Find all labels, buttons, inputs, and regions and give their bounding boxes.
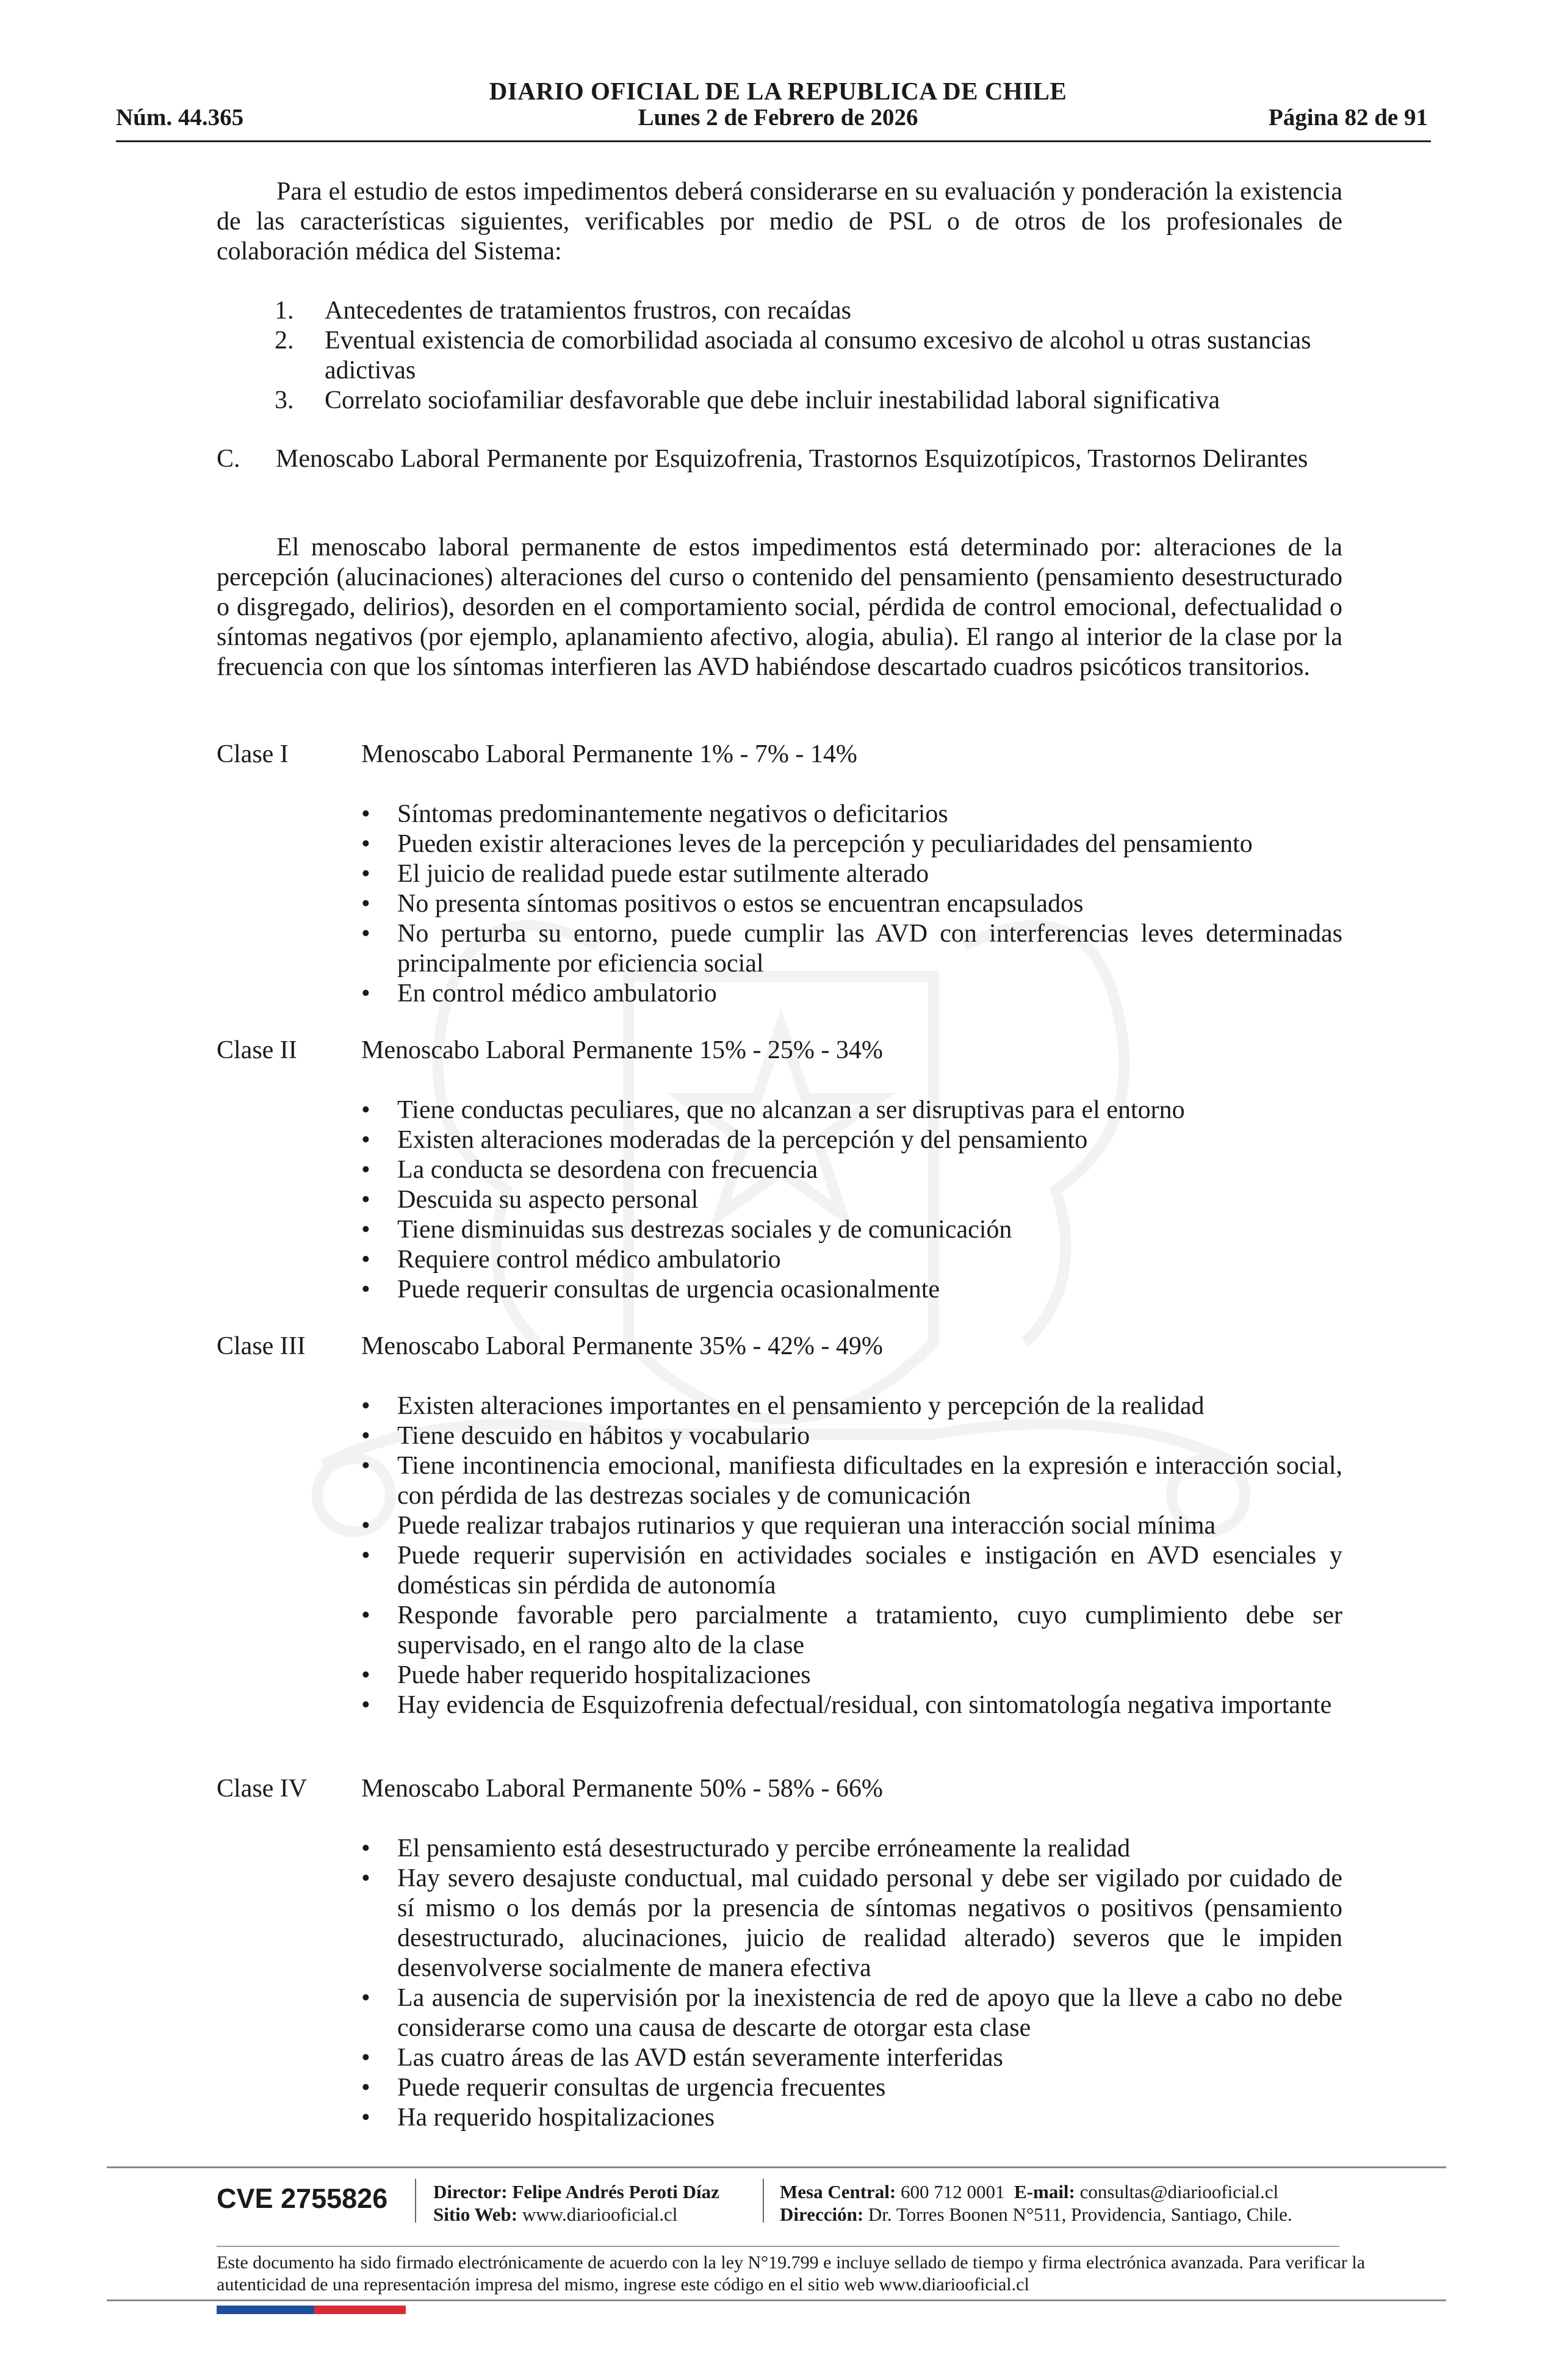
item-text: Correlato sociofamiliar desfavorable que debe incluir inestabilidad laboral significativa <box>325 386 1220 414</box>
numbered-item <box>275 326 1342 386</box>
bullet-text: Descuida su aspecto personal <box>397 1186 699 1214</box>
class-label: Clase IV <box>217 1775 308 1803</box>
bullet-item <box>361 1661 1342 1690</box>
section-letter: C. <box>217 445 240 473</box>
item-number: 3. <box>275 386 294 414</box>
bullet-glyph: • <box>361 1422 370 1450</box>
director-name: Felipe Andrés Peroti Díaz <box>512 2181 719 2202</box>
bullet-text: No perturba su entorno, puede cumplir las AVD con interferencias leves determinadas principalmente por eficiencia social <box>397 920 1342 978</box>
class-range: Menoscabo Laboral Permanente 35% - 42% - 49% <box>361 1332 883 1360</box>
bullet-glyph: • <box>361 830 370 858</box>
header-divider <box>116 140 1431 142</box>
section-paragraph: El menoscabo laboral permanente de estos impedimentos está determinado por: alteraciones de la percepción (alucinaciones) alteraciones del curso o contenido del pensamiento (pensamiento desestructurado o disgregado, delirios), desorden en el comportamiento social, pérdida de control emocional, defectualidad o síntomas negativos (por ejemplo, aplanamiento afectivo, alogia, abulia). El rango al interior de la clase por la frecuencia con que los síntomas interfieren las AVD habiéndose descartado cuadros psicóticos transitorios. <box>217 533 1342 681</box>
bullet-text: Las cuatro áreas de las AVD están severamente interferidas <box>397 2044 1003 2072</box>
class-range: Menoscabo Laboral Permanente 1% - 7% - 14% <box>361 740 857 768</box>
bullet-item <box>361 859 1342 889</box>
bullet-glyph: • <box>361 1452 370 1480</box>
bullet-glyph: • <box>361 1096 370 1124</box>
bullet-glyph: • <box>361 890 370 918</box>
bullet-text: Tiene conductas peculiares, que no alcanzan a ser disruptivas para el entorno <box>397 1096 1185 1124</box>
bullet-text: La ausencia de supervisión por la inexistencia de red de apoyo que la lleve a cabo no debe considerarse como una causa de descarte de otorgar esta clase <box>397 1984 1342 2042</box>
bullet-item <box>361 1275 1342 1305</box>
bullet-item <box>361 1601 1342 1661</box>
bullet-text: Puede realizar trabajos rutinarios y que requieran una interacción social mínima <box>397 1512 1216 1540</box>
item-text: Antecedentes de tratamientos frustros, con recaídas <box>325 297 851 325</box>
bullet-item <box>361 2103 1342 2133</box>
bullet-glyph: • <box>361 1216 370 1244</box>
bullet-text: Requiere control médico ambulatorio <box>397 1246 781 1274</box>
bullet-text: Existen alteraciones importantes en el pensamiento y percepción de la realidad <box>397 1392 1205 1420</box>
email-link[interactable]: consultas@diariooficial.cl <box>1079 2181 1279 2202</box>
legal-notice: Este documento ha sido firmado electrónicamente de acuerdo con la ley N°19.799 e incluye sellado de tiempo y firma electrónica avanzada. Para verificar la autenticidad de una representación impresa del mismo, ingrese este código en el sitio web www.diariooficial.cl <box>217 2252 1366 2295</box>
class-range: Menoscabo Laboral Permanente 15% - 25% - 34% <box>361 1036 883 1064</box>
bullet-item <box>361 1421 1342 1451</box>
bullet-glyph: • <box>361 1864 370 1892</box>
bullet-item <box>361 919 1342 979</box>
website-label: Sitio Web: <box>433 2204 518 2225</box>
footer-separator <box>415 2179 416 2223</box>
bullet-glyph: • <box>361 1691 370 1719</box>
flag-stripe-red <box>314 2306 406 2314</box>
bullet-text: Tiene descuido en hábitos y vocabulario <box>397 1422 810 1450</box>
bullet-text: Pueden existir alteraciones leves de la percepción y peculiaridades del pensamiento <box>397 830 1253 858</box>
bullet-item <box>361 1864 1342 1983</box>
bullet-item <box>361 1125 1342 1155</box>
bullet-glyph: • <box>361 2074 370 2102</box>
address-label: Dirección: <box>780 2204 864 2225</box>
bullet-item <box>361 1215 1342 1245</box>
numbered-item <box>275 296 1342 326</box>
bullet-text: Tiene disminuidas sus destrezas sociales y de comunicación <box>397 1216 1012 1244</box>
bullet-item <box>361 1511 1342 1541</box>
footer-director-block <box>433 2180 719 2226</box>
class-label: Clase II <box>217 1036 297 1064</box>
bullet-text: Puede requerir consultas de urgencia frecuentes <box>397 2074 886 2102</box>
bullet-item <box>361 1095 1342 1125</box>
flag-stripe-blue <box>217 2306 314 2314</box>
footer-bottom-divider <box>107 2299 1446 2301</box>
bullet-item <box>361 799 1342 829</box>
bullet-glyph: • <box>361 1984 370 2012</box>
newspaper-title: DIARIO OFICIAL DE LA REPUBLICA DE CHILE <box>489 77 1067 105</box>
bullet-item <box>361 1541 1342 1601</box>
bullet-text: La conducta se desordena con frecuencia <box>397 1156 818 1184</box>
bullet-text: No presenta síntomas positivos o estos se encuentran encapsulados <box>397 890 1084 918</box>
numbered-item <box>275 386 1342 416</box>
bullet-glyph: • <box>361 1542 370 1570</box>
section-title: Menoscabo Laboral Permanente por Esquizofrenia, Trastornos Esquizotípicos, Trastornos Delirantes <box>276 445 1308 473</box>
bullet-item <box>361 1983 1342 2043</box>
bullet-glyph: • <box>361 860 370 888</box>
bullet-item <box>361 1834 1342 1864</box>
footer-thin-divider <box>217 2246 1339 2247</box>
bullet-glyph: • <box>361 1661 370 1689</box>
bullet-text: El juicio de realidad puede estar sutilmente alterado <box>397 860 929 888</box>
bullet-text: Hay severo desajuste conductual, mal cuidado personal y debe ser vigilado por cuidado de sí mismo o los demás por la presencia de síntomas negativos o positivos (pensamiento desestructurado, alucinaciones, juicio de realidad alterado) severos que le impiden desenvolverse socialmente de manera efectiva <box>397 1864 1342 1982</box>
bullet-glyph: • <box>361 1834 370 1863</box>
bullet-item <box>361 1185 1342 1215</box>
bullet-item <box>361 829 1342 859</box>
bullet-text: Responde favorable pero parcialmente a tratamiento, cuyo cumplimiento debe ser supervisado, en el rango alto de la clase <box>397 1601 1342 1659</box>
website-link[interactable]: www.diariooficial.cl <box>522 2204 678 2225</box>
bullet-text: Puede haber requerido hospitalizaciones <box>397 1661 811 1689</box>
footer-contact-block <box>780 2180 1292 2226</box>
issue-date: Lunes 2 de Febrero de 2026 <box>638 104 918 131</box>
bullet-glyph: • <box>361 1126 370 1154</box>
intro-paragraph: Para el estudio de estos impedimentos deberá considerarse en su evaluación y ponderación la existencia de las características siguientes, verificables por medio de PSL o de otros de los profesionales de colaboración médica del Sistema: <box>217 178 1342 265</box>
bullet-item <box>361 1451 1342 1511</box>
bullet-glyph: • <box>361 1275 370 1304</box>
item-text: Eventual existencia de comorbilidad asociada al consumo excesivo de alcohol u otras sustancias adictivas <box>325 326 1311 384</box>
bullet-item <box>361 979 1342 1009</box>
bullet-glyph: • <box>361 2104 370 2132</box>
bullet-item <box>361 2043 1342 2073</box>
bullet-item <box>361 2073 1342 2103</box>
phone-number: 600 712 0001 <box>901 2181 1005 2202</box>
bullet-glyph: • <box>361 979 370 1008</box>
director-label: Director: <box>433 2181 508 2202</box>
item-number: 2. <box>275 326 294 355</box>
bullet-text: Hay evidencia de Esquizofrenia defectual/residual, con sintomatología negativa importante <box>397 1691 1332 1719</box>
bullet-text: Existen alteraciones moderadas de la percepción y del pensamiento <box>397 1126 1088 1154</box>
bullet-text: El pensamiento está desestructurado y percibe erróneamente la realidad <box>397 1834 1131 1863</box>
bullet-text: Puede requerir supervisión en actividades sociales e instigación en AVD esenciales y domésticas sin pérdida de autonomía <box>397 1542 1342 1599</box>
bullet-glyph: • <box>361 920 370 948</box>
footer-separator <box>763 2179 764 2223</box>
phone-label: Mesa Central: <box>780 2181 896 2202</box>
bullet-glyph: • <box>361 1246 370 1274</box>
bullet-glyph: • <box>361 800 370 828</box>
bullet-text: Ha requerido hospitalizaciones <box>397 2104 715 2132</box>
bullet-text: Tiene incontinencia emocional, manifiesta dificultades en la expresión e interacción social, con pérdida de las destrezas sociales y de comunicación <box>397 1452 1342 1510</box>
item-number: 1. <box>275 297 294 325</box>
bullet-text: Síntomas predominantemente negativos o deficitarios <box>397 800 948 828</box>
page-number: Página 82 de 91 <box>1268 104 1428 131</box>
bullet-glyph: • <box>361 1186 370 1214</box>
footer-divider <box>107 2166 1446 2168</box>
bullet-glyph: • <box>361 1392 370 1420</box>
bullet-glyph: • <box>361 1156 370 1184</box>
email-label: E-mail: <box>1014 2181 1075 2202</box>
bullet-item <box>361 1391 1342 1421</box>
bullet-glyph: • <box>361 1512 370 1540</box>
bullet-item <box>361 889 1342 919</box>
address-text: Dr. Torres Boonen N°511, Providencia, Santiago, Chile. <box>868 2204 1292 2225</box>
class-label: Clase I <box>217 740 289 768</box>
bullet-text: En control médico ambulatorio <box>397 979 717 1008</box>
cve-code: CVE 2755826 <box>217 2183 388 2214</box>
class-label: Clase III <box>217 1332 306 1360</box>
bullet-item <box>361 1245 1342 1275</box>
class-range: Menoscabo Laboral Permanente 50% - 58% - 66% <box>361 1775 883 1803</box>
bullet-item <box>361 1155 1342 1185</box>
bullet-item <box>361 1690 1342 1720</box>
bullet-glyph: • <box>361 2044 370 2072</box>
issue-number: Núm. 44.365 <box>116 104 244 131</box>
bullet-text: Puede requerir consultas de urgencia ocasionalmente <box>397 1275 940 1304</box>
bullet-glyph: • <box>361 1601 370 1629</box>
